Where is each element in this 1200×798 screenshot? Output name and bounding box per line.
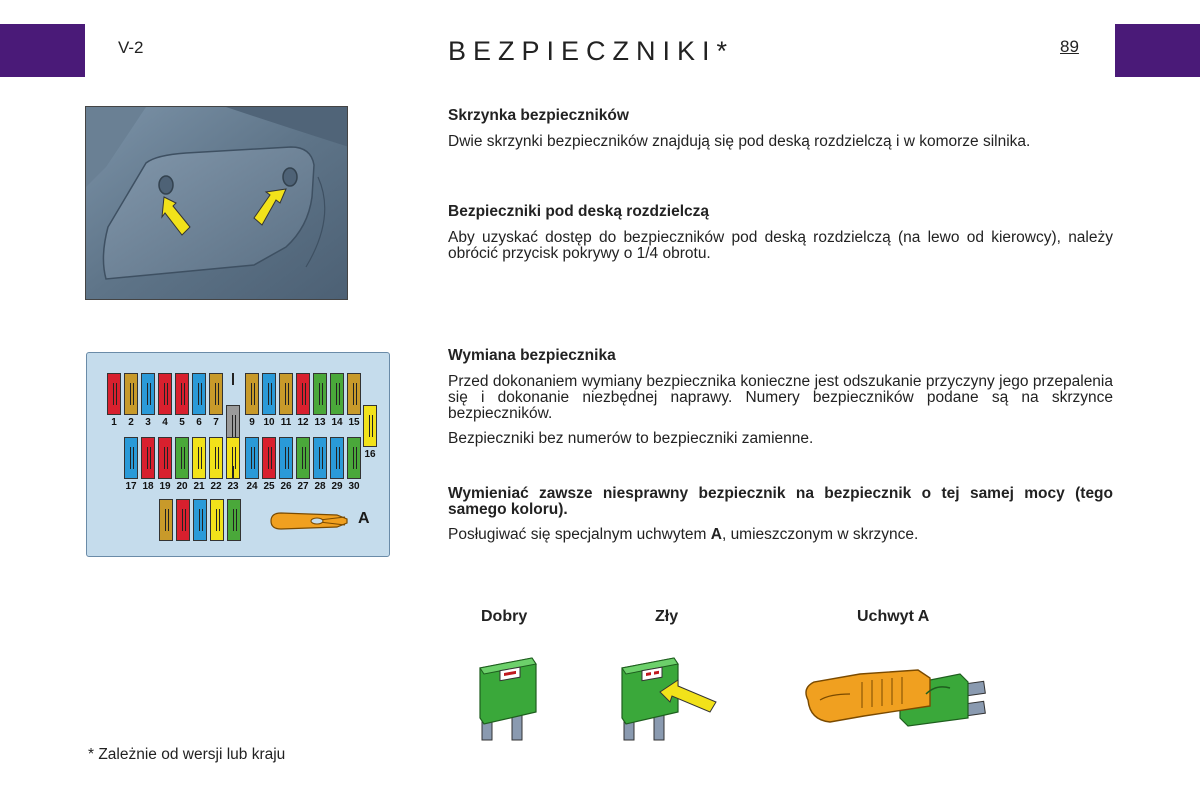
- bad-fuse-caption: Zły: [655, 608, 679, 625]
- fuse-9: [245, 373, 259, 415]
- fuse-22: [209, 437, 223, 479]
- fuse-boxes-section: [448, 108, 1113, 150]
- fuse-number-3: 3: [145, 417, 151, 428]
- good-fuse-caption: Dobry: [481, 608, 528, 625]
- fuse-number-12: 12: [297, 417, 309, 428]
- replacement-warning-section: [448, 486, 1113, 543]
- fuse-5: [175, 373, 189, 415]
- fuse-7: [209, 373, 223, 415]
- fuse-number-2: 2: [128, 417, 134, 428]
- fuse-28: [313, 437, 327, 479]
- fuse-number-29: 29: [331, 481, 343, 492]
- fuse-4: [158, 373, 172, 415]
- right-accent-tab: [1115, 24, 1200, 77]
- spare-fuse: [210, 499, 224, 541]
- dashboard-fuses-text: Aby uzyskać dostęp do bezpieczników pod deską rozdzielczą (na lewo od kierowcy), należy obrócić przycisk pokrywy o 1/4 obrotu.: [448, 229, 1113, 262]
- fuse-20: [175, 437, 189, 479]
- page-number[interactable]: 89: [1060, 37, 1079, 56]
- page-title: BEZPIECZNIKI*: [448, 36, 735, 66]
- footnote: * Zależnie od wersji lub kraju: [88, 746, 286, 763]
- fuse-number-23: 23: [227, 481, 239, 492]
- fuse-17: [124, 437, 138, 479]
- spare-fuse: [159, 499, 173, 541]
- fuse-6: [192, 373, 206, 415]
- fuse-number-27: 27: [297, 481, 309, 492]
- fuse-14: [330, 373, 344, 415]
- spare-fuse: [227, 499, 241, 541]
- section-label: V-2: [118, 38, 144, 57]
- fuse-number-5: 5: [179, 417, 185, 428]
- fuse-2: [124, 373, 138, 415]
- spare-fuses-text: Bezpieczniki bez numerów to bezpieczniki zamienne.: [448, 430, 814, 447]
- fuse-number-6: 6: [196, 417, 202, 428]
- bad-fuse-illustration: [612, 650, 722, 745]
- dashboard-fuses-section: [448, 204, 1113, 262]
- fuse-12: [296, 373, 310, 415]
- handle-instruction-text: Posługiwać się specjalnym uchwytem A, umieszczonym w skrzynce.: [448, 526, 919, 543]
- fuse-number-16: 16: [364, 449, 376, 460]
- good-fuse-illustration: [470, 650, 550, 745]
- fuse-number-21: 21: [193, 481, 205, 492]
- fuse-number-17: 17: [125, 481, 137, 492]
- fuse-number-30: 30: [348, 481, 360, 492]
- fuse-boxes-heading: Skrzynka bezpieczników: [448, 107, 629, 124]
- fuse-replacement-heading: Wymiana bezpiecznika: [448, 347, 616, 364]
- spare-fuse: [176, 499, 190, 541]
- fuse-replacement-section: [448, 348, 1113, 447]
- fuse-number-20: 20: [176, 481, 188, 492]
- fuse-21: [192, 437, 206, 479]
- fuse-number-13: 13: [314, 417, 326, 428]
- fuse-number-7: 7: [213, 417, 219, 428]
- fuse-number-1: 1: [111, 417, 117, 428]
- fuse-number-10: 10: [263, 417, 275, 428]
- replacement-warning-heading: Wymieniać zawsze niesprawny bezpiecznik na bezpiecznik o tej samej mocy (tego samego koloru).: [448, 485, 1113, 518]
- fuse-number-14: 14: [331, 417, 343, 428]
- fuse-puller-illustration: [800, 660, 990, 740]
- fuse-26: [279, 437, 293, 479]
- fuse-number-4: 4: [162, 417, 168, 428]
- handle-caption: Uchwyt A: [857, 608, 930, 625]
- fuse-boxes-text: Dwie skrzynki bezpieczników znajdują się pod deską rozdzielczą i w komorze silnika.: [448, 133, 1031, 150]
- fuse-3: [141, 373, 155, 415]
- fuse-number-15: 15: [348, 417, 360, 428]
- fuse-number-28: 28: [314, 481, 326, 492]
- fuse-10: [262, 373, 276, 415]
- fuse-16: [363, 405, 377, 447]
- fuse-13: [313, 373, 327, 415]
- fuse-puller-icon: [267, 509, 351, 533]
- fuse-number-19: 19: [159, 481, 171, 492]
- fuse-number-22: 22: [210, 481, 222, 492]
- fuse-number-25: 25: [263, 481, 275, 492]
- fuse-19: [158, 437, 172, 479]
- fuse-number-18: 18: [142, 481, 154, 492]
- fuse-number-11: 11: [280, 417, 292, 428]
- fuse-27: [296, 437, 310, 479]
- fuse-number-9: 9: [249, 417, 255, 428]
- fuse-group-separator: [232, 373, 234, 385]
- fuse-24: [245, 437, 259, 479]
- fuse-group-separator: [232, 466, 234, 478]
- fuse-29: [330, 437, 344, 479]
- dashboard-fuses-heading: Bezpieczniki pod deską rozdzielczą: [448, 203, 709, 220]
- fuse-1: [107, 373, 121, 415]
- dashboard-cover-photo: [85, 106, 348, 300]
- fuse-puller-label: A: [358, 510, 370, 527]
- fuse-number-24: 24: [246, 481, 258, 492]
- fuse-25: [262, 437, 276, 479]
- fuse-number-26: 26: [280, 481, 292, 492]
- fuse-15: [347, 373, 361, 415]
- spare-fuse: [193, 499, 207, 541]
- fuse-replacement-text: Przed dokonaniem wymiany bezpiecznika konieczne jest odszukanie przyczyny jego przepalenia się i dokonanie niezbędnej naprawy. Numery bezpieczników podane są na skrzynce bezpieczników.: [448, 373, 1113, 422]
- fuse-11: [279, 373, 293, 415]
- fuse-30: [347, 437, 361, 479]
- fuse-18: [141, 437, 155, 479]
- fuse-box-diagram: [86, 352, 390, 557]
- left-accent-tab: [0, 24, 85, 77]
